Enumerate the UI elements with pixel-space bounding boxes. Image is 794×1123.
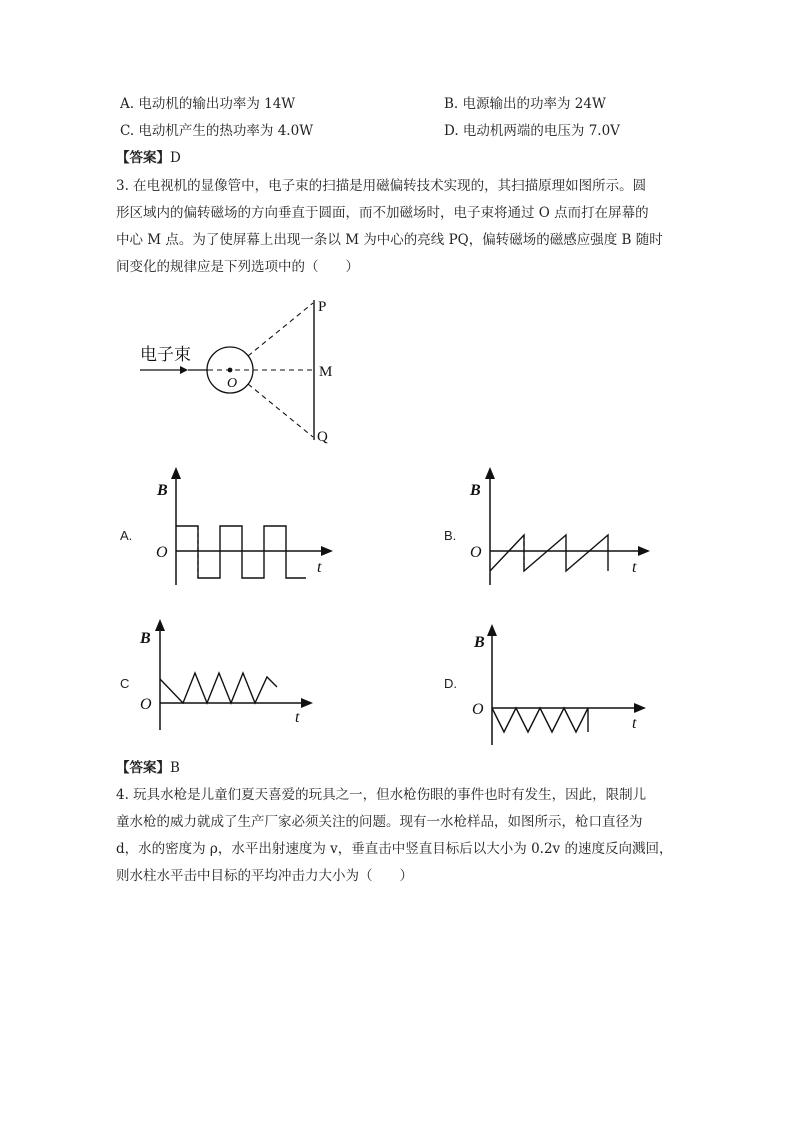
q4-line-2: 童水枪的威力就成了生产厂家必须关注的问题。现有一水枪样品，如图所示，枪口直径为 bbox=[116, 814, 643, 830]
square-wave bbox=[176, 526, 306, 578]
svg-text:B: B bbox=[157, 482, 168, 499]
q3-line-1: 3. 在电视机的显像管中，电子束的扫描是用磁偏转技术实现的，其扫描原理如图所示。圆 bbox=[116, 178, 647, 194]
y-axis-arrow-icon bbox=[155, 619, 165, 631]
graph-c bbox=[135, 615, 335, 735]
svg-text:t: t bbox=[632, 715, 637, 732]
q3-line-3: 中心 M 点。为了使屏幕上出现一条以 M 为中心的亮线 PQ，偏转磁场的磁感应强度 B 随时 bbox=[116, 232, 663, 248]
center-label: O bbox=[227, 376, 238, 391]
svg-text:B: B bbox=[140, 630, 151, 647]
y-axis-arrow-icon bbox=[171, 467, 181, 479]
answer-tag: 【答案】 bbox=[116, 150, 170, 166]
answer-value: B bbox=[170, 760, 180, 776]
x-axis-arrow-icon bbox=[321, 546, 333, 556]
lower-dashed-line bbox=[248, 384, 313, 437]
graph-label-b: B. bbox=[444, 528, 457, 543]
svg-text:O: O bbox=[156, 544, 168, 561]
q4-line-4: 则水柱水平击中目标的平均冲击力大小为（ ） bbox=[116, 868, 413, 884]
y-axis-arrow-icon bbox=[485, 467, 495, 479]
p-label: P bbox=[318, 299, 327, 315]
graph-label-d: D. bbox=[444, 676, 457, 691]
svg-text:t: t bbox=[317, 559, 322, 576]
beam-arrow-icon bbox=[180, 366, 188, 374]
option-a: A. 电动机的输出功率为 14W bbox=[120, 96, 296, 112]
svg-text:B: B bbox=[474, 634, 485, 651]
q2-answer bbox=[116, 152, 181, 166]
q3-line-2: 形区域内的偏转磁场的方向垂直于圆面，而不加磁场时，电子束将通过 O 点而打在屏幕的 bbox=[116, 205, 649, 221]
x-axis-arrow-icon bbox=[638, 546, 650, 556]
graph-a bbox=[145, 465, 345, 595]
svg-text:O: O bbox=[140, 696, 152, 713]
answer-tag: 【答案】 bbox=[116, 760, 170, 776]
beam-label: 电子束 bbox=[140, 345, 191, 364]
m-label: M bbox=[319, 364, 333, 380]
svg-text:B: B bbox=[470, 482, 481, 499]
negative-sawtooth bbox=[492, 708, 588, 732]
q3-line-4: 间变化的规律应是下列选项中的（ ） bbox=[116, 259, 359, 275]
sawtooth-wave bbox=[490, 535, 608, 571]
q-label: Q bbox=[317, 429, 328, 445]
graph-d bbox=[470, 620, 670, 750]
svg-text:O: O bbox=[470, 544, 482, 561]
positive-sawtooth bbox=[160, 673, 277, 703]
svg-text:O: O bbox=[472, 701, 484, 718]
x-axis-arrow-icon bbox=[301, 698, 313, 708]
q4-line-3: d，水的密度为 ρ，水平出射速度为 v，垂直击中竖直目标后以大小为 0.2v 的速度反向溅回， bbox=[116, 841, 673, 857]
option-d: D. 电动机两端的电压为 7.0V bbox=[444, 123, 620, 139]
answer-value: D bbox=[170, 150, 181, 166]
q4-line-1: 4. 玩具水枪是儿童们夏天喜爱的玩具之一，但水枪伤眼的事件也时有发生，因此，限制儿 bbox=[116, 787, 647, 803]
deflection-figure bbox=[130, 290, 370, 450]
q3-answer bbox=[116, 762, 180, 776]
y-axis-arrow-icon bbox=[487, 624, 497, 636]
upper-dashed-line bbox=[248, 303, 313, 356]
svg-text:t: t bbox=[295, 709, 300, 726]
graph-b bbox=[462, 465, 662, 595]
graph-label-c: C bbox=[120, 676, 130, 691]
option-c: C. 电动机产生的热功率为 4.0W bbox=[120, 123, 314, 139]
option-b: B. 电源输出的功率为 24W bbox=[444, 96, 606, 112]
graph-label-a: A. bbox=[120, 528, 133, 543]
x-axis-arrow-icon bbox=[634, 703, 646, 713]
svg-text:t: t bbox=[632, 559, 637, 576]
